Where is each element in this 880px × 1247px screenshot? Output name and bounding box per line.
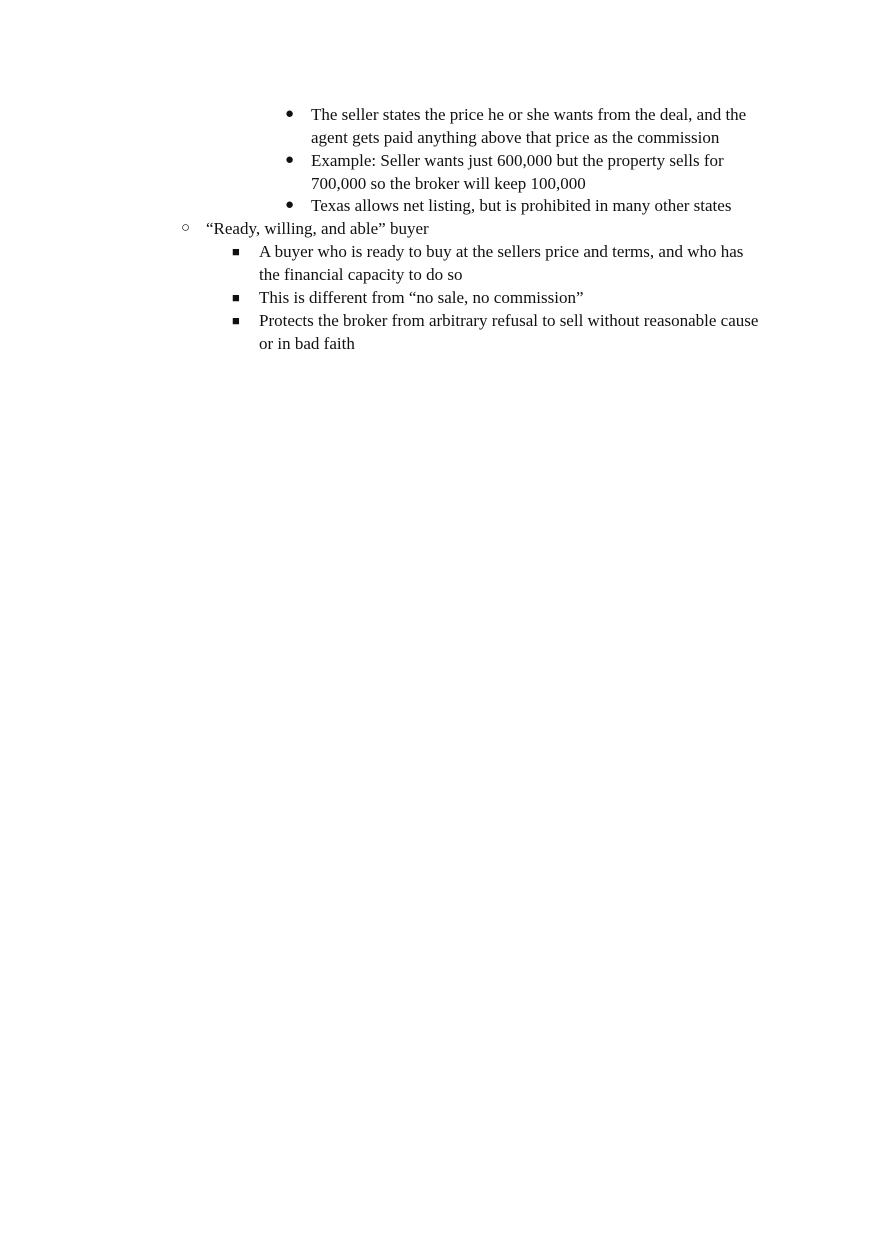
bullet-buyer-definition [232,240,779,286]
bullet-text-line: Protects the broker from arbitrary refusal to sell without reasonable cause [259,311,759,330]
hollow-circle-bullet-icon: ○ [181,220,191,236]
bullet-text-line: the financial capacity to do so [259,265,463,284]
bullet-text-line: agent gets paid anything above that price as the commission [311,128,720,147]
bullet-text-line: Example: Seller wants just 600,000 but the property sells for [311,151,724,170]
filled-bullet-icon: ● [285,197,295,213]
filled-bullet-icon: ● [285,152,295,168]
square-bullet-icon: ■ [232,244,240,259]
bullet-text-line: “Ready, willing, and able” buyer [206,219,429,238]
bullet-text-line: This is different from “no sale, no commission” [259,288,584,307]
bullet-protects-broker [232,309,779,355]
bullet-text-line: or in bad faith [259,334,355,353]
bullet-text-line: A buyer who is ready to buy at the sellers price and terms, and who has [259,242,744,261]
bullet-net-listing-example [285,149,791,195]
filled-bullet-icon: ● [285,106,295,122]
bullet-ready-willing-able [181,217,766,240]
square-bullet-icon: ■ [232,290,240,305]
bullet-different-from-no-sale [232,286,779,309]
bullet-net-listing-definition [285,103,791,149]
bullet-text-line: Texas allows net listing, but is prohibited in many other states [311,196,732,215]
square-bullet-icon: ■ [232,313,240,328]
bullet-text-line: 700,000 so the broker will keep 100,000 [311,174,586,193]
bullet-texas-net-listing [285,194,791,217]
bullet-text-line: The seller states the price he or she wants from the deal, and the [311,105,747,124]
